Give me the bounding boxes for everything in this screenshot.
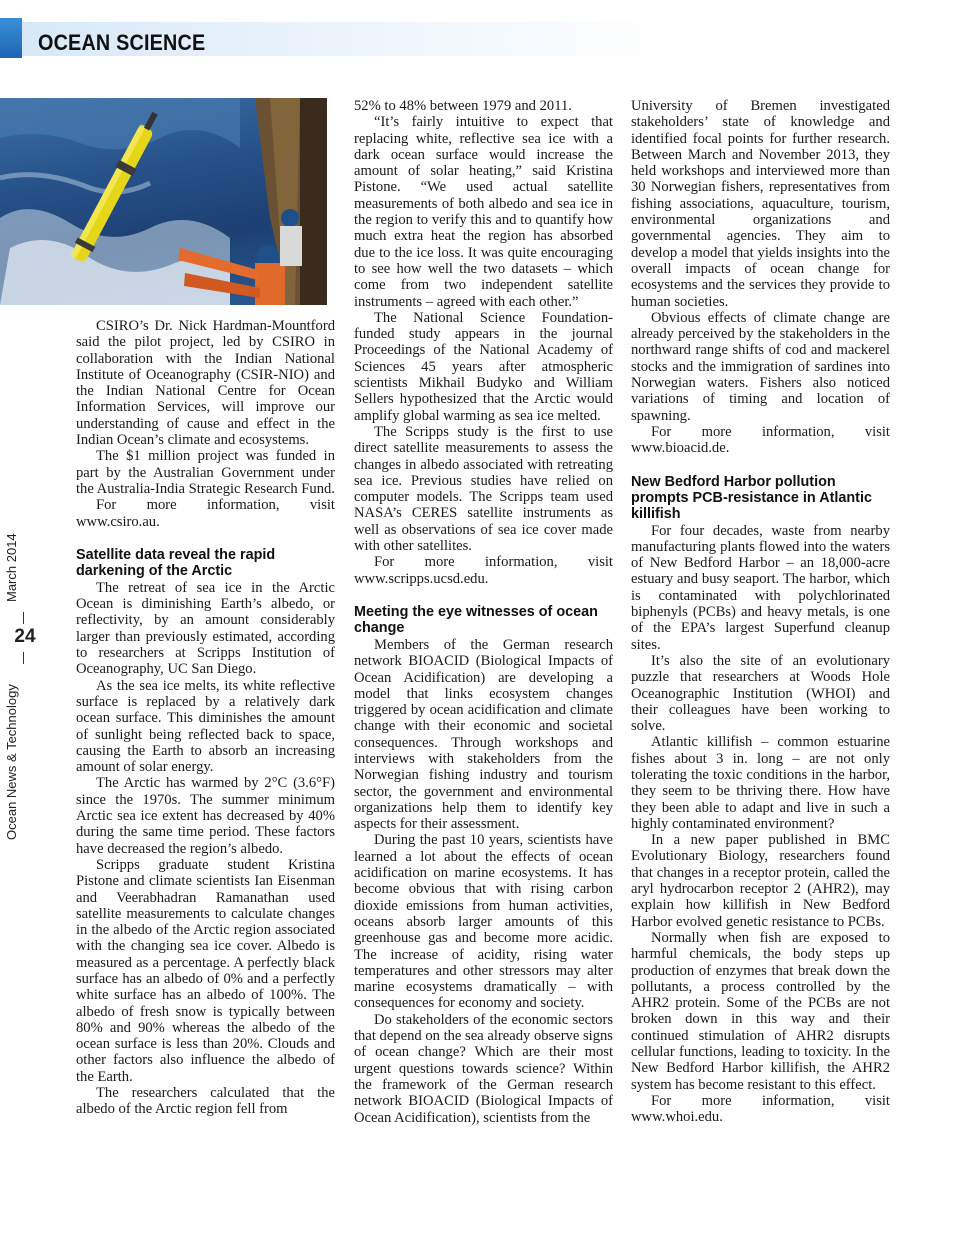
paragraph: For more information, visit www.csiro.au. [76, 497, 335, 530]
article-heading-new-bedford: New Bedford Harbor pollution prompts PCB-resistance in Atlantic killifish [631, 473, 872, 522]
paragraph: As the sea ice melts, its white reflective surface is replaced by a relatively dark ocean surface. This diminishes the amount of sunlight being reflected back to space, causing the Earth to absorb an increasing amount of solar energy. [76, 677, 335, 776]
ocean-instrument-deployment-photo [0, 98, 327, 305]
paragraph: CSIRO’s Dr. Nick Hardman-Mountford said the pilot project, led by CSIRO in collaboration with the Indian National Institute of Oceanography (CSIR-NIO) and the Indian National Centre for Ocean Information Services, will improve our understanding of cause and effect in the Indian Ocean’s climate and ecosystems. [76, 318, 335, 449]
paragraph: For more information, visit www.scripps.ucsd.edu. [354, 554, 613, 587]
section-title: OCEAN SCIENCE [38, 30, 206, 55]
paragraph: The Scripps study is the first to use direct satellite measurements to assess the changes in albedo associated with retreating sea ice. Previous studies have relied on computer models. The Scripps team used NASA’s CERES satellite instruments as well as observations of sea ice cover made with other satellites. [354, 423, 613, 555]
sidebar-divider [23, 612, 24, 624]
paragraph: The National Science Foundation-funded study appears in the journal Proceedings of the National Academy of Sciences 45 years after atmospheric scientists Mikhail Budyko and William Sellers hypothesized that the Arctic would amplify global warming as sea ice melted. [354, 309, 613, 424]
paragraph: Members of the German research network BIOACID (Biological Impacts of Ocean Acidification) are developing a model that links ecosystem changes triggered by ocean acidification and climate change with their economic and societal consequences. Through workshops and interviews with stakeholders from the Norwegian fishing industry and tourism sector, the government and environmental organizations help them to identify key aspects for their assessment. [354, 636, 613, 833]
paragraph: The Arctic has warmed by 2°C (3.6°F) since the 1970s. The summer minimum Arctic sea ice extent has decreased by 40% during the same time period. These factors have decreased the region’s albedo. [76, 775, 335, 857]
header-color-tab [0, 18, 22, 58]
column-3 [631, 98, 890, 1126]
paragraph: Atlantic killifish – common estuarine fishes about 3 in. long – are not only tolerating the toxic conditions in the harbor, they seem to be thriving there. How have they been able to adapt and live in such a highly contaminated environment? [631, 734, 890, 832]
photo-illustration [0, 98, 327, 305]
paragraph: 52% to 48% between 1979 and 2011. [354, 98, 572, 114]
paragraph: It’s also the site of an evolutionary puzzle that researchers at Woods Hole Oceanographic Institution (WHOI) and their colleagues have been working to solve. [631, 652, 890, 735]
issue-month: March 2014 [4, 533, 19, 603]
paragraph: For four decades, waste from nearby manufacturing plants flowed into the waters of New Bedford Harbor – an 18,000-acre estuary and busy seaport. The harbor, which is contaminated with polychlorinated biphenyls (PCBs) and heavy metals, is one of the EPA’s largest Superfund cleanup sites. [631, 522, 890, 653]
page-number: 24 [14, 626, 36, 647]
column-1 [76, 318, 335, 1118]
paragraph: Normally when fish are exposed to harmful chemicals, the body steps up production of enzymes that break down the pollutants, a process controlled by the AHR2 protein. Some of the PCBs are not broken down in this way and their continued stimulation of AHR2 disrupts cellular functions, leading to toxicity. In the New Bedford Harbor killifish, the AHR2 system has become resistant to this effect. [631, 929, 890, 1093]
article-heading-arctic: Satellite data reveal the rapid darkening of the Arctic [76, 546, 276, 579]
paragraph: The retreat of sea ice in the Arctic Ocean is diminishing Earth’s albedo, or reflectivity, by an amount considerably larger than previously estimated, according to researchers at Scripps Institution of Oceanography, UC San Diego. [76, 579, 335, 678]
paragraph: For more information, visit www.bioacid.de. [631, 423, 890, 457]
paragraph: Obvious effects of climate change are already perceived by the stakeholders in the northward range shifts of cod and mackerel stocks and the immigration of sardines into Norwegian waters. Fishers also noticed variations of timing and location of spawning. [631, 309, 890, 424]
paragraph: “It’s fairly intuitive to expect that replacing white, reflective sea ice with a dark ocean surface would increase the amount of solar heating,” said Kristina Pistone. “We used actual satellite measurements of both albedo and sea ice in the region to verify this and to quantify how much extra heat the region has absorbed due to the ice loss. It was quite encouraging to see how well the two datasets – which come from two independent satellite instruments – agreed with each other.” [354, 114, 613, 310]
paragraph: In a new paper published in BMC Evolutionary Biology, researchers found that changes in a receptor protein, called the aryl hydrocarbon receptor 2 (AHR2), may explain how killifish in New Bedford Harbor evolved genetic resistance to PCBs. [631, 832, 890, 930]
paragraph: During the past 10 years, scientists have learned a lot about the effects of ocean acidification on marine ecosystems. It has become obvious that with rising carbon dioxide emissions from human activities, oceans absorb larger amounts of this greenhouse gas and become more acidic. The increase of acidity, rising water temperatures and other stressors may alter marine ecosystems dramatically – with consequences for economy and society. [354, 832, 613, 1012]
paragraph: Do stakeholders of the economic sectors that depend on the sea already observe signs of ocean change? Which are their most urgent questions towards science? Within the framework of the German research network BIOACID (Biological Impacts of Ocean Acidification), scientists from the [354, 1011, 613, 1126]
publication-name: Ocean News & Technology [4, 684, 19, 841]
sidebar-divider [23, 652, 24, 664]
paragraph: The researchers calculated that the albedo of the Arctic region fell from [76, 1085, 335, 1118]
paragraph: Scripps graduate student Kristina Pistone and climate scientists Ian Eisenman and Veerabhadran Ramanathan used satellite measurements to calculate changes in the albedo of the Arctic region associated with the changing sea ice cover. Albedo is measured as a percentage. A perfectly black surface has an albedo of 0% and a perfectly white surface has an albedo of 100%. The albedo of fresh snow is typically between 80% and 90% whereas the albedo of the ocean surface is less than 20%. Clouds and other factors also influence the albedo of the Earth. [76, 856, 335, 1085]
paragraph: The $1 million project was funded in part by the Australian Government under the Australia-India Strategic Research Fund. [76, 448, 335, 497]
article-heading-eye-witnesses: Meeting the eye witnesses of ocean change [354, 603, 598, 636]
column-2 [354, 98, 613, 1126]
paragraph: For more information, visit www.whoi.edu. [631, 1092, 890, 1126]
paragraph: University of Bremen investigated stakeholders’ state of knowledge and identified focal points for further research. Between March and November 2013, they held workshops and interviewed more than 30 Norwegian fishers, representatives from fishing associations, aquaculture, tourism, environmental organizations and governmental agencies. They aim to develop a model that yields insights into the overall impacts of ocean change for ecosystems and the services they provide to human societies. [631, 98, 890, 310]
